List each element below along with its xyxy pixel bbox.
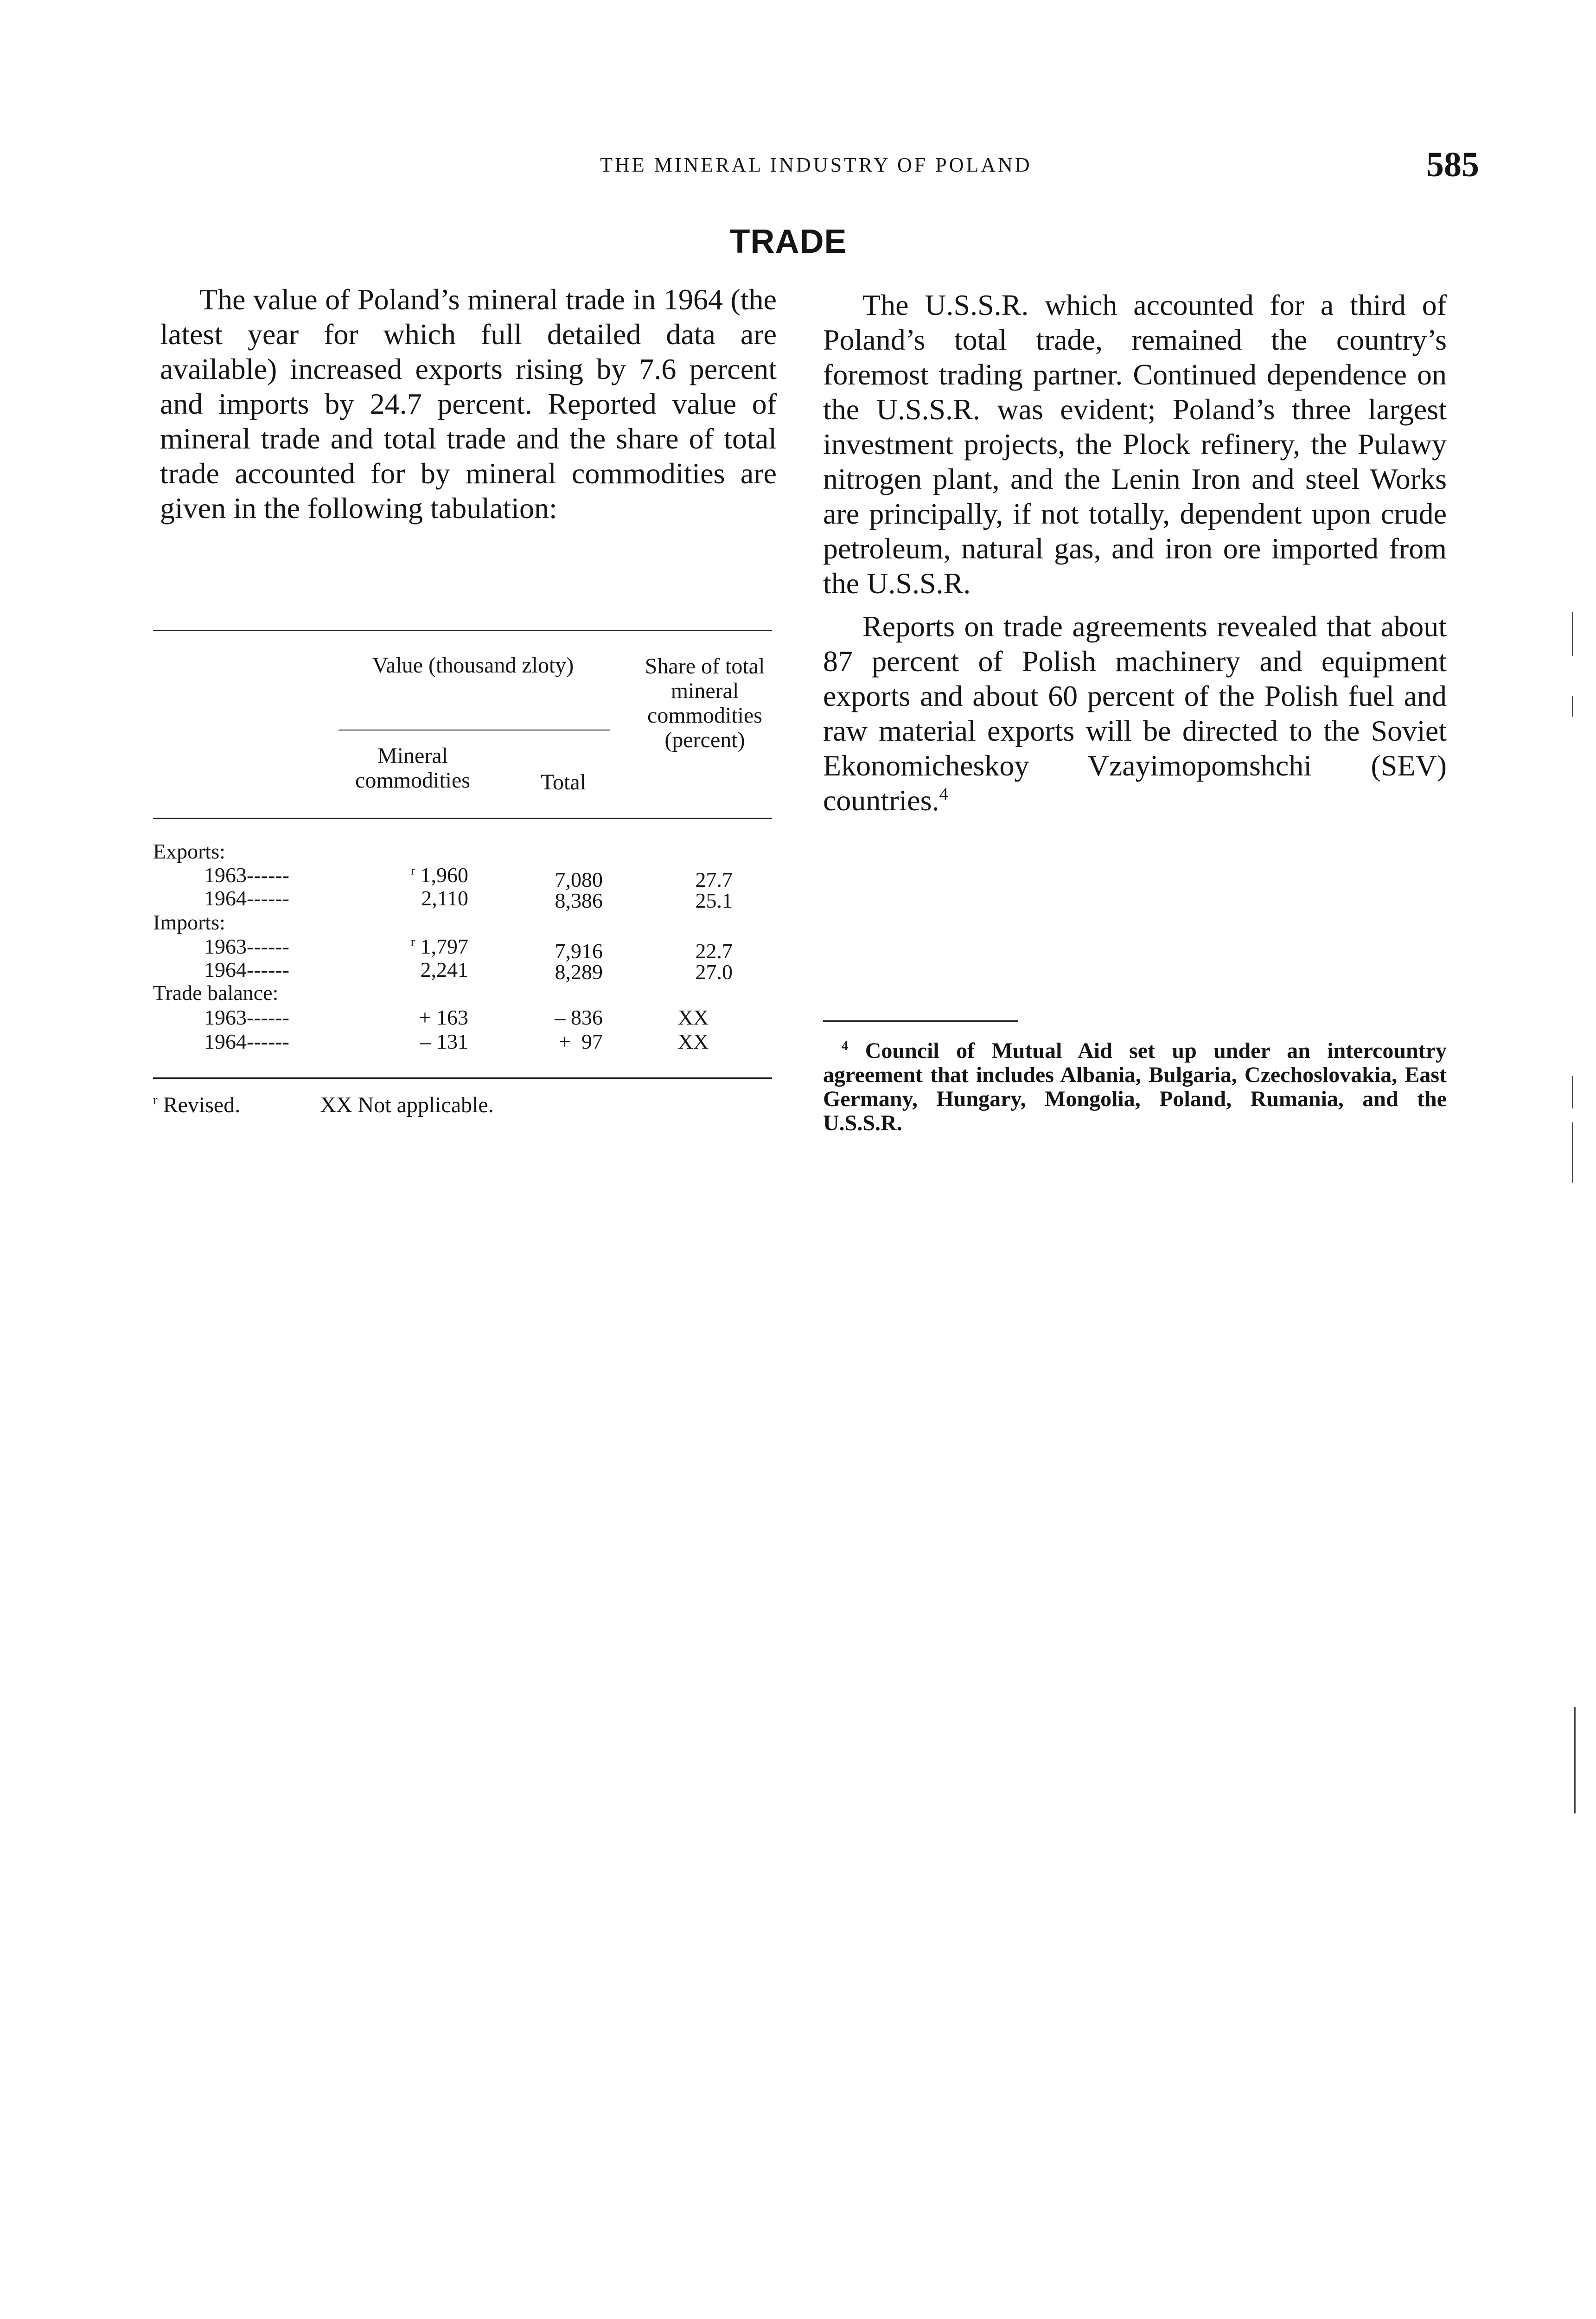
- mineral-cell: + 163: [419, 1006, 468, 1029]
- value-group-header: Value (thousand zloty): [372, 653, 574, 678]
- running-head: THE MINERAL INDUSTRY OF POLAND: [600, 154, 1032, 176]
- trade-agreements-paragraph: Reports on trade agreements revealed that about 87 percent of Polish machinery and equipment exports and about 60 percent of the Polish fuel and raw material exports will be directed to the Soviet Ekonomicheskoy Vzayimopomshchi (SEV) countries.$^4$: [823, 610, 1447, 817]
- total-cell: 7,916: [555, 939, 603, 963]
- header-bottom-rule: [153, 818, 772, 819]
- row-year: 1963------: [204, 1006, 289, 1029]
- mineral-cell: $^r$ 1,960: [410, 863, 468, 887]
- footnote-ref[interactable]: 4: [939, 784, 948, 804]
- table-bottom-rule: [153, 1077, 772, 1079]
- share-header: Share of total mineral commodities (percent): [645, 654, 765, 752]
- row-year: 1964------: [204, 1030, 289, 1053]
- mineral-cell: – 131: [420, 1030, 468, 1053]
- row-year: 1964------: [204, 886, 289, 910]
- not-applicable-note: XX Not applicable.: [320, 1093, 494, 1117]
- row-year: 1963------: [204, 863, 289, 887]
- mineral-cell: 2,110: [421, 886, 468, 910]
- group-label-imports: Imports:: [153, 910, 225, 934]
- share-cell: XX: [677, 1030, 709, 1053]
- mineral-cell: $^r$ 1,797: [410, 934, 468, 958]
- scan-margin-mark: [1572, 612, 1573, 656]
- ussr-paragraph: The U.S.S.R. which accounted for a third of Poland’s total trade, remained the country’s foremost trading partner. Continued dependence on the U.S.S.R. was evident; Poland’s three largest investment projects, the Plock refinery, the Pulawy nitrogen plant, and the Lenin Iron and steel Works are principally, if not totally, dependent upon crude petroleum, natural gas, and iron ore imported from the U.S.S.R.: [823, 288, 1447, 600]
- total-cell: 8,289: [555, 960, 603, 984]
- group-label-trade-balance: Trade balance:: [153, 981, 279, 1005]
- share-cell: 27.0: [695, 960, 733, 984]
- scan-margin-mark: [1572, 1076, 1573, 1108]
- trade-table: [153, 630, 772, 1084]
- total-cell: – 836: [555, 1006, 603, 1029]
- scan-margin-mark: [1572, 1122, 1573, 1183]
- total-cell: 7,080: [555, 868, 603, 891]
- group-label-exports: Exports:: [153, 839, 225, 863]
- footnote-rule: [823, 1020, 1018, 1022]
- table-top-rule: [153, 630, 772, 631]
- table-notes: [153, 1092, 772, 1118]
- scan-margin-mark: [1572, 696, 1573, 717]
- section-title: TRADE: [729, 223, 847, 260]
- mineral-header: Mineral commodities: [355, 743, 470, 793]
- total-cell: 8,386: [555, 889, 603, 912]
- share-cell: XX: [677, 1006, 709, 1029]
- row-year: 1964------: [204, 958, 289, 981]
- right-column: [823, 288, 1447, 818]
- revised-note: $^r$ Revised.: [153, 1093, 241, 1117]
- trade-intro-paragraph: The value of Poland’s mineral trade in 1964 (the latest year for which full detailed data are available) increased exports rising by 7.6 percent and imports by 24.7 percent. Reported value of mineral trade and total trade and the share of total trade accounted for by mineral commodities are given in the following tabulation:: [160, 283, 777, 525]
- scan-margin-mark: [1574, 1707, 1576, 1813]
- page-number: 585: [1426, 145, 1479, 184]
- footnote: $^4$ Council of Mutual Aid set up under an intercountry agreement that includes Albania, Bulgaria, Czechoslovakia, East Germany, Hungary, Mongolia, Poland, Rumania, and the U.S.S.R.: [823, 1038, 1447, 1135]
- total-header: Total: [541, 770, 586, 794]
- total-cell: + 97: [559, 1030, 603, 1053]
- share-cell: 27.7: [695, 868, 733, 891]
- left-column: [160, 282, 777, 525]
- share-cell: 22.7: [695, 939, 733, 963]
- share-cell: 25.1: [695, 889, 733, 912]
- mineral-cell: 2,241: [420, 958, 468, 981]
- row-year: 1963------: [204, 935, 289, 958]
